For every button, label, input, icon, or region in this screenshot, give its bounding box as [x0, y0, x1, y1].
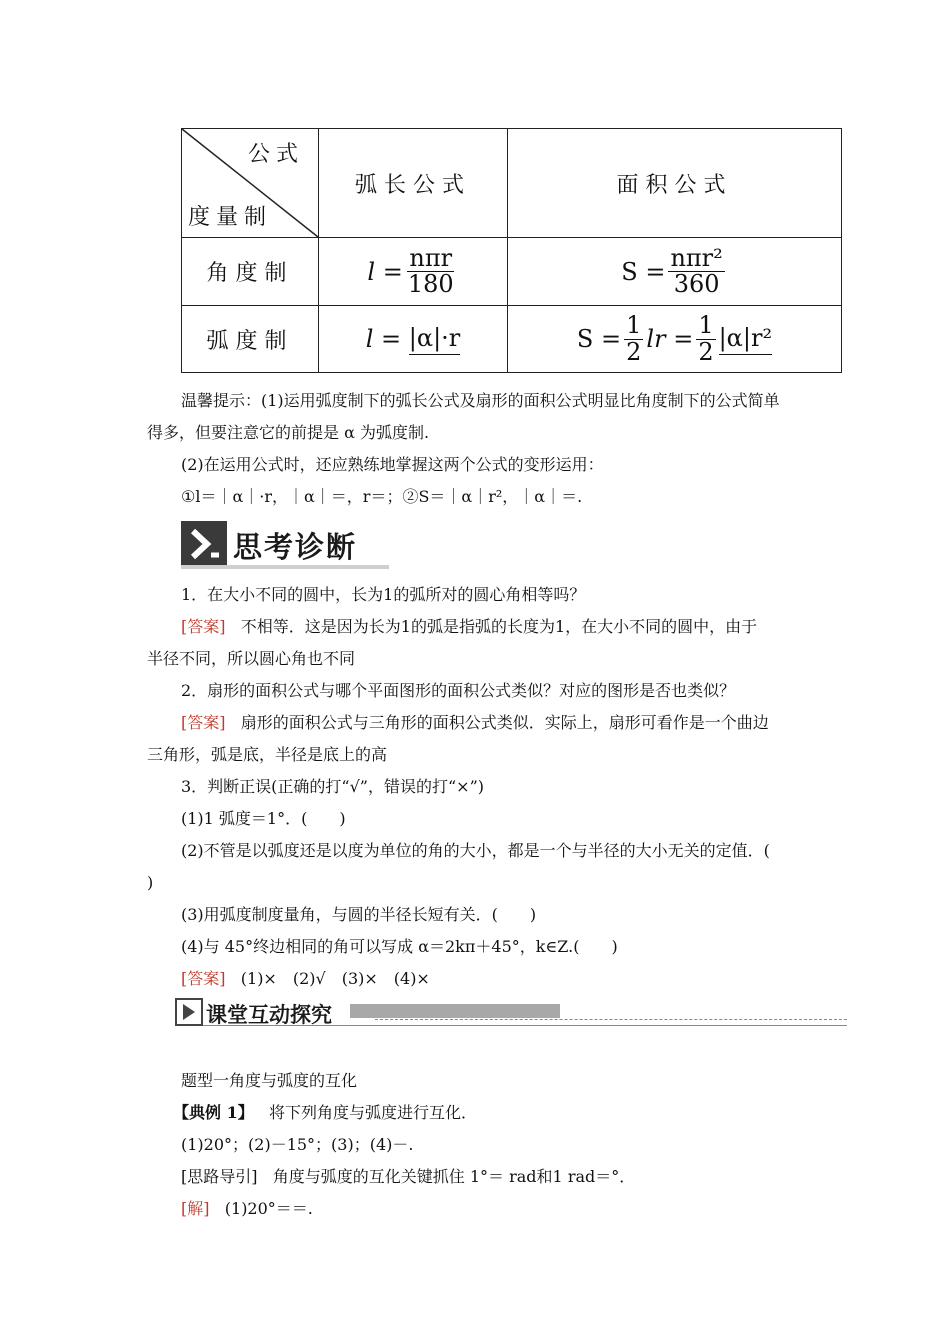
- solution-tag: [解]: [181, 1199, 210, 1218]
- topic-title: 题型一角度与弧度的互化: [181, 1071, 358, 1090]
- tip-line-4: ①l＝｜α｜·r，｜α｜＝，r＝；②S＝｜α｜r²，｜α｜＝.: [181, 487, 583, 506]
- formula-var: S: [576, 325, 594, 353]
- formula-term: lr: [646, 325, 666, 353]
- row-label-radian: 弧度制: [182, 306, 319, 373]
- question-2: 2．扇形的面积公式与哪个平面图形的面积公式类似？对应的图形是否也类似？: [181, 681, 736, 700]
- answer-text: (1)× (2)√ (3)× (4)×: [240, 969, 430, 988]
- formula-expression: |α|·r: [409, 324, 460, 355]
- hint-text: 角度与弧度的互化关键抓住 1°＝ rad和1 rad＝°．: [272, 1167, 636, 1186]
- section-title: 课堂互动探究: [206, 1003, 332, 1027]
- header-area: 面积公式: [508, 129, 842, 238]
- answer-1-line-1: [181, 617, 757, 637]
- example-text: 将下列角度与弧度进行互化．: [268, 1103, 477, 1122]
- example-tag: 【典例 1】: [173, 1103, 254, 1122]
- formula-numerator: nπr²: [670, 243, 723, 272]
- section-dashed-line: [375, 1019, 847, 1020]
- formula-expression: |α|r²: [719, 324, 772, 355]
- answer-2-line-1: [181, 713, 769, 733]
- answer-3: [181, 969, 430, 989]
- section-banner-diagnosis: [181, 521, 389, 567]
- radian-area-formula: S = $\frac{1}{2}$ lr = $\frac{1}{2}$ |α|r²: [508, 306, 842, 373]
- question-1: 1．在大小不同的圆中，长为1的弧所对的圆心角相等吗？: [181, 585, 586, 604]
- section-banner-interactive: [175, 998, 847, 1028]
- example-items: (1)20°；(2)－15°；(3)；(4)－.: [181, 1135, 414, 1154]
- chevron-right-icon: [181, 521, 227, 567]
- answer-1-line-2: 半径不同，所以圆心角也不同: [147, 649, 356, 668]
- formula-denominator: 180: [407, 270, 454, 298]
- formula-denominator: 2: [698, 337, 714, 366]
- corner-label-formula: 公式: [247, 142, 304, 167]
- radian-arc-formula: l = |α|·r: [319, 306, 508, 373]
- section-rule: [203, 1025, 847, 1026]
- formula-table: [181, 128, 842, 373]
- formula-var: S: [621, 257, 638, 286]
- answer-2-line-2: 三角形，弧是底，半径是底上的高: [147, 745, 388, 764]
- row-label-degree: 角度制: [182, 238, 319, 306]
- answer-text: 不相等．这是因为长为1的弧是指弧的长度为1，在大小不同的圆中，由于: [240, 617, 758, 636]
- formula-var: l: [367, 257, 376, 286]
- formula-denominator: 360: [673, 270, 720, 298]
- question-3-item-1: (1)1 弧度＝1°．( ): [181, 809, 346, 828]
- answer-tag: [答案]: [181, 969, 226, 988]
- formula-numerator: nπr: [409, 243, 453, 272]
- corner-label-system: 度量制: [188, 205, 273, 230]
- question-3-item-2: (2)不管是以弧度还是以度为单位的角的大小，都是一个与半径的大小无关的定值．(: [181, 841, 770, 860]
- question-3-item-3: (3)用弧度制度量角，与圆的半径长短有关．( ): [181, 905, 537, 924]
- section-title: 思考诊断: [233, 530, 358, 564]
- answer-text: 扇形的面积公式与三角形的面积公式类似．实际上，扇形可看作是一个曲边: [240, 713, 769, 732]
- table-corner-cell: [182, 129, 319, 238]
- formula-denominator: 2: [626, 337, 642, 366]
- question-3-item-4: (4)与 45°终边相同的角可以写成 α＝2kπ＋45°，k∈Z.( ): [181, 937, 618, 956]
- solution-line: [181, 1199, 313, 1219]
- formula-numerator: 1: [626, 311, 642, 340]
- tip-line-2: 得多，但要注意它的前提是 α 为弧度制.: [147, 423, 430, 442]
- section-underline: [181, 565, 389, 569]
- degree-arc-formula: l = $\frac{\text{nπr}}{180}$: [319, 238, 508, 306]
- formula-var: l: [365, 325, 374, 353]
- solution-text: (1)20°＝＝.: [224, 1199, 313, 1218]
- example-heading: [173, 1103, 477, 1123]
- answer-tag: [答案]: [181, 617, 226, 636]
- arrow-box-icon: [175, 998, 203, 1026]
- question-3-item-2-end: ): [147, 873, 154, 892]
- section-bar: [350, 1004, 560, 1018]
- question-3: 3．判断正误(正确的打“√”，错误的打“×”): [181, 777, 484, 796]
- answer-tag: [答案]: [181, 713, 226, 732]
- degree-area-formula: S = $\frac{\text{nπr²}}{360}$: [508, 238, 842, 306]
- formula-numerator: 1: [698, 311, 714, 340]
- hint-line: [181, 1167, 635, 1187]
- header-arc-length: 弧长公式: [319, 129, 508, 238]
- tip-line-1: 温馨提示：(1)运用弧度制下的弧长公式及扇形的面积公式明显比角度制下的公式简单: [181, 391, 780, 410]
- tip-line-3: (2)在运用公式时，还应熟练地掌握这两个公式的变形运用：: [181, 455, 604, 474]
- hint-tag: [思路导引]: [181, 1167, 258, 1186]
